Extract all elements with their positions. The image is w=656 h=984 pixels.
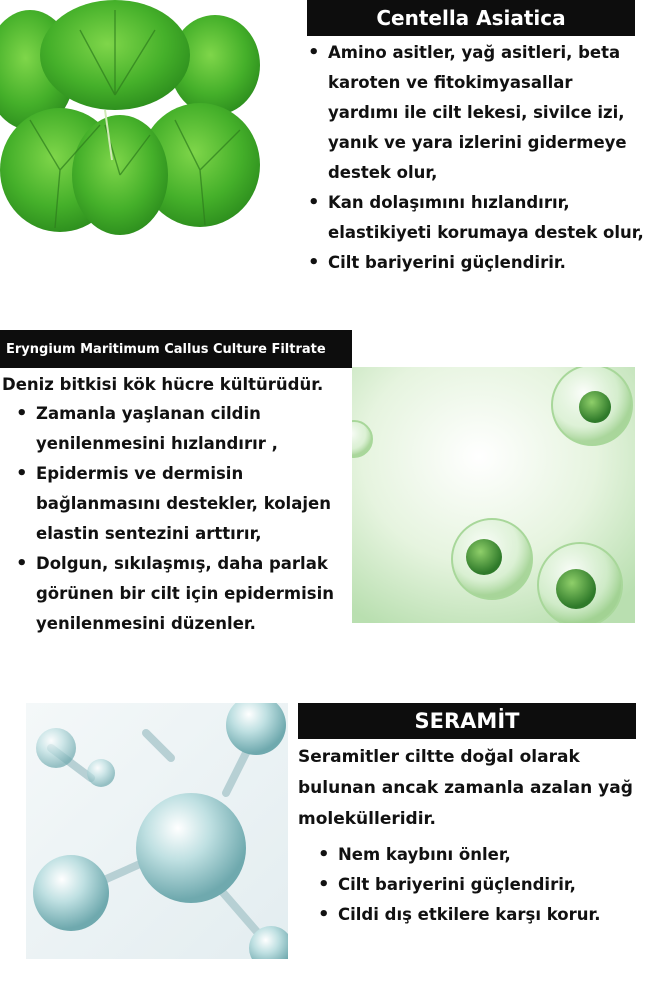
list-item: • Cilt bariyerini güçlendirir. <box>306 248 646 278</box>
list-item: • Cildi dış etkilere karşı korur. <box>316 900 646 930</box>
list-item: • Zamanla yaşlanan cildin yenilenmesini hızlandırır , <box>14 399 356 459</box>
centella-title: Centella Asiatica <box>307 0 635 36</box>
stem-cell-bubbles-image <box>352 367 635 623</box>
list-item: • Cilt bariyerini güçlendirir, <box>316 870 646 900</box>
molecule-structure-image <box>26 703 288 959</box>
list-item: • Nem kaybını önler, <box>316 840 646 870</box>
seramit-title: SERAMİT <box>298 703 636 739</box>
list-item: • Dolgun, sıkılaşmış, daha parlak görünen bir cilt için epidermisin yenilenmesini düzenler. <box>14 549 356 639</box>
seramit-benefits-list <box>316 840 646 930</box>
centella-leaves-image <box>0 0 260 240</box>
list-item: • Kan dolaşımını hızlandırır, elastikiyeti korumaya destek olur, <box>306 188 646 248</box>
centella-benefits-list <box>306 38 646 278</box>
seramit-description: Seramitler ciltte doğal olarak bulunan ancak zamanla azalan yağ molekülleridir. <box>298 747 633 829</box>
eryngium-benefits-list <box>14 399 356 639</box>
list-item: • Amino asitler, yağ asitleri, beta karoten ve fitokimyasallar yardımı ile cilt lekesi, sivilce izi, yanık ve yara izlerini gidermeye destek olur, <box>306 38 646 188</box>
list-item: • Epidermis ve dermisin bağlanmasını destekler, kolajen elastin sentezini arttırır, <box>14 459 356 549</box>
eryngium-lead-text: Deniz bitkisi kök hücre kültürüdür. <box>2 375 324 394</box>
eryngium-title: Eryngium Maritimum Callus Culture Filtrate <box>0 330 352 368</box>
